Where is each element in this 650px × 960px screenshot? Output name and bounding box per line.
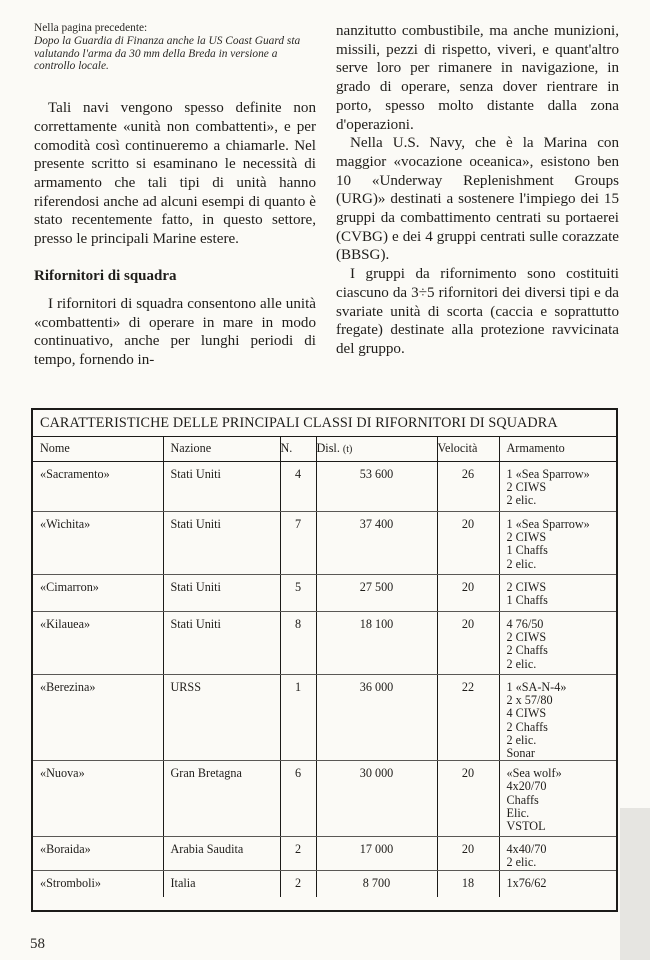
cell-nazione: Italia [163,871,280,897]
cell-nome: «Stromboli» [33,871,163,897]
header-disl-unit: (t) [342,443,353,455]
armament-item: 2 CIWS [506,530,547,545]
cell-armamento [499,761,616,837]
cell-disl: 18 100 [316,612,437,675]
cell-nazione: URSS [163,675,280,761]
table-row [33,575,616,612]
cell-nazione: Stati Uniti [163,612,280,675]
table-row [33,512,616,575]
armament-item: 4x40/70 [506,842,547,857]
cell-n: 2 [280,837,316,871]
header-armamento: Armamento [499,437,616,462]
cell-nome: «Berezina» [33,675,163,761]
cell-velocita: 26 [437,462,499,512]
cell-disl: 53 600 [316,462,437,512]
cell-nazione: Arabia Saudita [163,837,280,871]
right-paragraph-2: Nella U.S. Navy, che è la Marina con maggior «vocazione oceanica», esistono ben 10 «Underway Replenishment Groups (URG)» destinati a sostenere l'impiego dei 15 gruppi da combattimento centrati su portaerei (CVBG) e dei 4 gruppi centrati sulle corazzate (BBSG). [336,135,619,264]
tankers-table [31,408,618,912]
cell-velocita: 20 [437,512,499,575]
table-row [33,761,616,837]
page-edge-shade [620,808,650,960]
armament-item: 2 elic. [506,556,537,571]
cell-nazione: Stati Uniti [163,575,280,612]
header-n: N. [280,437,316,462]
cell-armamento [499,612,616,675]
cell-disl: 30 000 [316,761,437,837]
cell-disl: 17 000 [316,837,437,871]
cell-velocita: 18 [437,871,499,897]
armament-item: 1 «Sea Sparrow» [506,517,590,531]
cell-armamento [499,575,616,612]
armament-item: 2 elic. [506,732,537,747]
table-row [33,871,616,897]
cell-armamento [499,871,616,897]
armament-item: 2 elic. [506,855,537,870]
cell-velocita: 20 [437,761,499,837]
cell-n: 2 [280,871,316,897]
armament-item: Chaffs [506,792,539,807]
cell-armamento [499,675,616,761]
cell-nome: «Kilauea» [33,612,163,675]
armament-item: 2 Chaffs [506,643,548,658]
cell-nome: «Boraida» [33,837,163,871]
cell-n: 8 [280,612,316,675]
table-row [33,462,616,512]
table-row [33,675,616,761]
header-nome: Nome [33,437,163,462]
cell-n: 1 [280,675,316,761]
armament-item: 2 CIWS [506,630,547,645]
armament-item: 1x76/62 [506,876,547,891]
photo-caption [34,22,316,73]
armament-item: 2 elic. [506,656,537,671]
section-heading: Rifornitori di squadra [34,267,177,284]
cell-velocita: 20 [437,837,499,871]
cell-n: 6 [280,761,316,837]
header-disl [316,437,437,462]
cell-n: 4 [280,462,316,512]
table-body [33,462,616,897]
cell-velocita: 20 [437,575,499,612]
armament-item: 4 76/50 [506,617,544,631]
cell-n: 5 [280,575,316,612]
armament-item: VSTOL [506,819,546,834]
section-paragraph: I rifornitori di squadra consentono alle unità «combattenti» di operare in mare in modo continuativo, anche per lunghi periodi di tempo, fornendo in- [34,295,316,368]
cell-disl: 37 400 [316,512,437,575]
cell-n: 7 [280,512,316,575]
cell-nazione: Stati Uniti [163,462,280,512]
table-header-row [33,437,616,462]
header-velocita: Velocità [437,437,499,462]
armament-item: Elic. [506,805,530,820]
cell-disl: 8 700 [316,871,437,897]
page-number: 58 [30,936,45,952]
cell-armamento [499,462,616,512]
cell-armamento [499,512,616,575]
armament-item: 2 elic. [506,493,537,508]
armament-item: 4 CIWS [506,706,547,721]
armament-item: 2 x 57/80 [506,693,553,708]
armament-item: 1 Chaffs [506,543,548,558]
caption-title: Nella pagina precedente: [34,22,148,34]
cell-armamento [499,837,616,871]
armament-item: 1 Chaffs [506,593,548,608]
armament-item: 2 CIWS [506,580,547,594]
armament-item: Sonar [506,746,535,761]
cell-velocita: 22 [437,675,499,761]
cell-disl: 27 500 [316,575,437,612]
header-nazione: Nazione [163,437,280,462]
header-disl-label: Disl. [316,440,340,455]
armament-item: 1 «Sea Sparrow» [506,467,590,481]
table-row [33,612,616,675]
armament-item: 4x20/70 [506,779,547,794]
cell-nome: «Cimarron» [33,575,163,612]
armament-item: «Sea wolf» [506,766,562,781]
left-column [34,22,316,370]
armament-item: 1 «SA-N-4» [506,680,567,694]
armament-item: 2 CIWS [506,480,547,495]
table-title: CARATTERISTICHE DELLE PRINCIPALI CLASSI DI RIFORNITORI DI SQUADRA [33,410,616,437]
cell-nome: «Sacramento» [33,462,163,512]
right-paragraph-1: nanzitutto combustibile, ma anche munizioni, missili, pezzi di rispetto, viveri, e quant'altro serve loro per rimanere in navigazione, in grado di operare, senza dover rientrare in porto, spesso molto distante dalla zona d'operazioni. [336,23,619,133]
intro-paragraph: Tali navi vengono spesso definite non correttamente «unità non combattenti», e per comodità così continueremo a chiamarle. Nel presente scritto si esaminano le necessità di armamento che tali tipi di unità hanno riferendosi anche ad alcuni esempi di quanto è stato recentemente fatto, in questo settore, presso le principali Marine estere. [34,100,316,248]
table-row [33,837,616,871]
caption-text: Dopo la Guardia di Finanza anche la US Coast Guard sta valutando l'arma da 30 mm della Breda in versione a controllo locale. [34,34,301,73]
right-column [336,22,619,359]
cell-nazione: Stati Uniti [163,512,280,575]
armament-item: 2 Chaffs [506,719,548,734]
cell-velocita: 20 [437,612,499,675]
cell-nazione: Gran Bretagna [163,761,280,837]
data-table [33,437,616,897]
right-paragraph-3: I gruppi da rifornimento sono costituiti ciascuno da 3÷5 rifornitori dei diversi tipi e da svariate unità di scorta (caccia e soprattutto fregate) destinate alla protezione ravvicinata del gruppo. [336,266,619,357]
cell-nome: «Nuova» [33,761,163,837]
cell-disl: 36 000 [316,675,437,761]
cell-nome: «Wichita» [33,512,163,575]
